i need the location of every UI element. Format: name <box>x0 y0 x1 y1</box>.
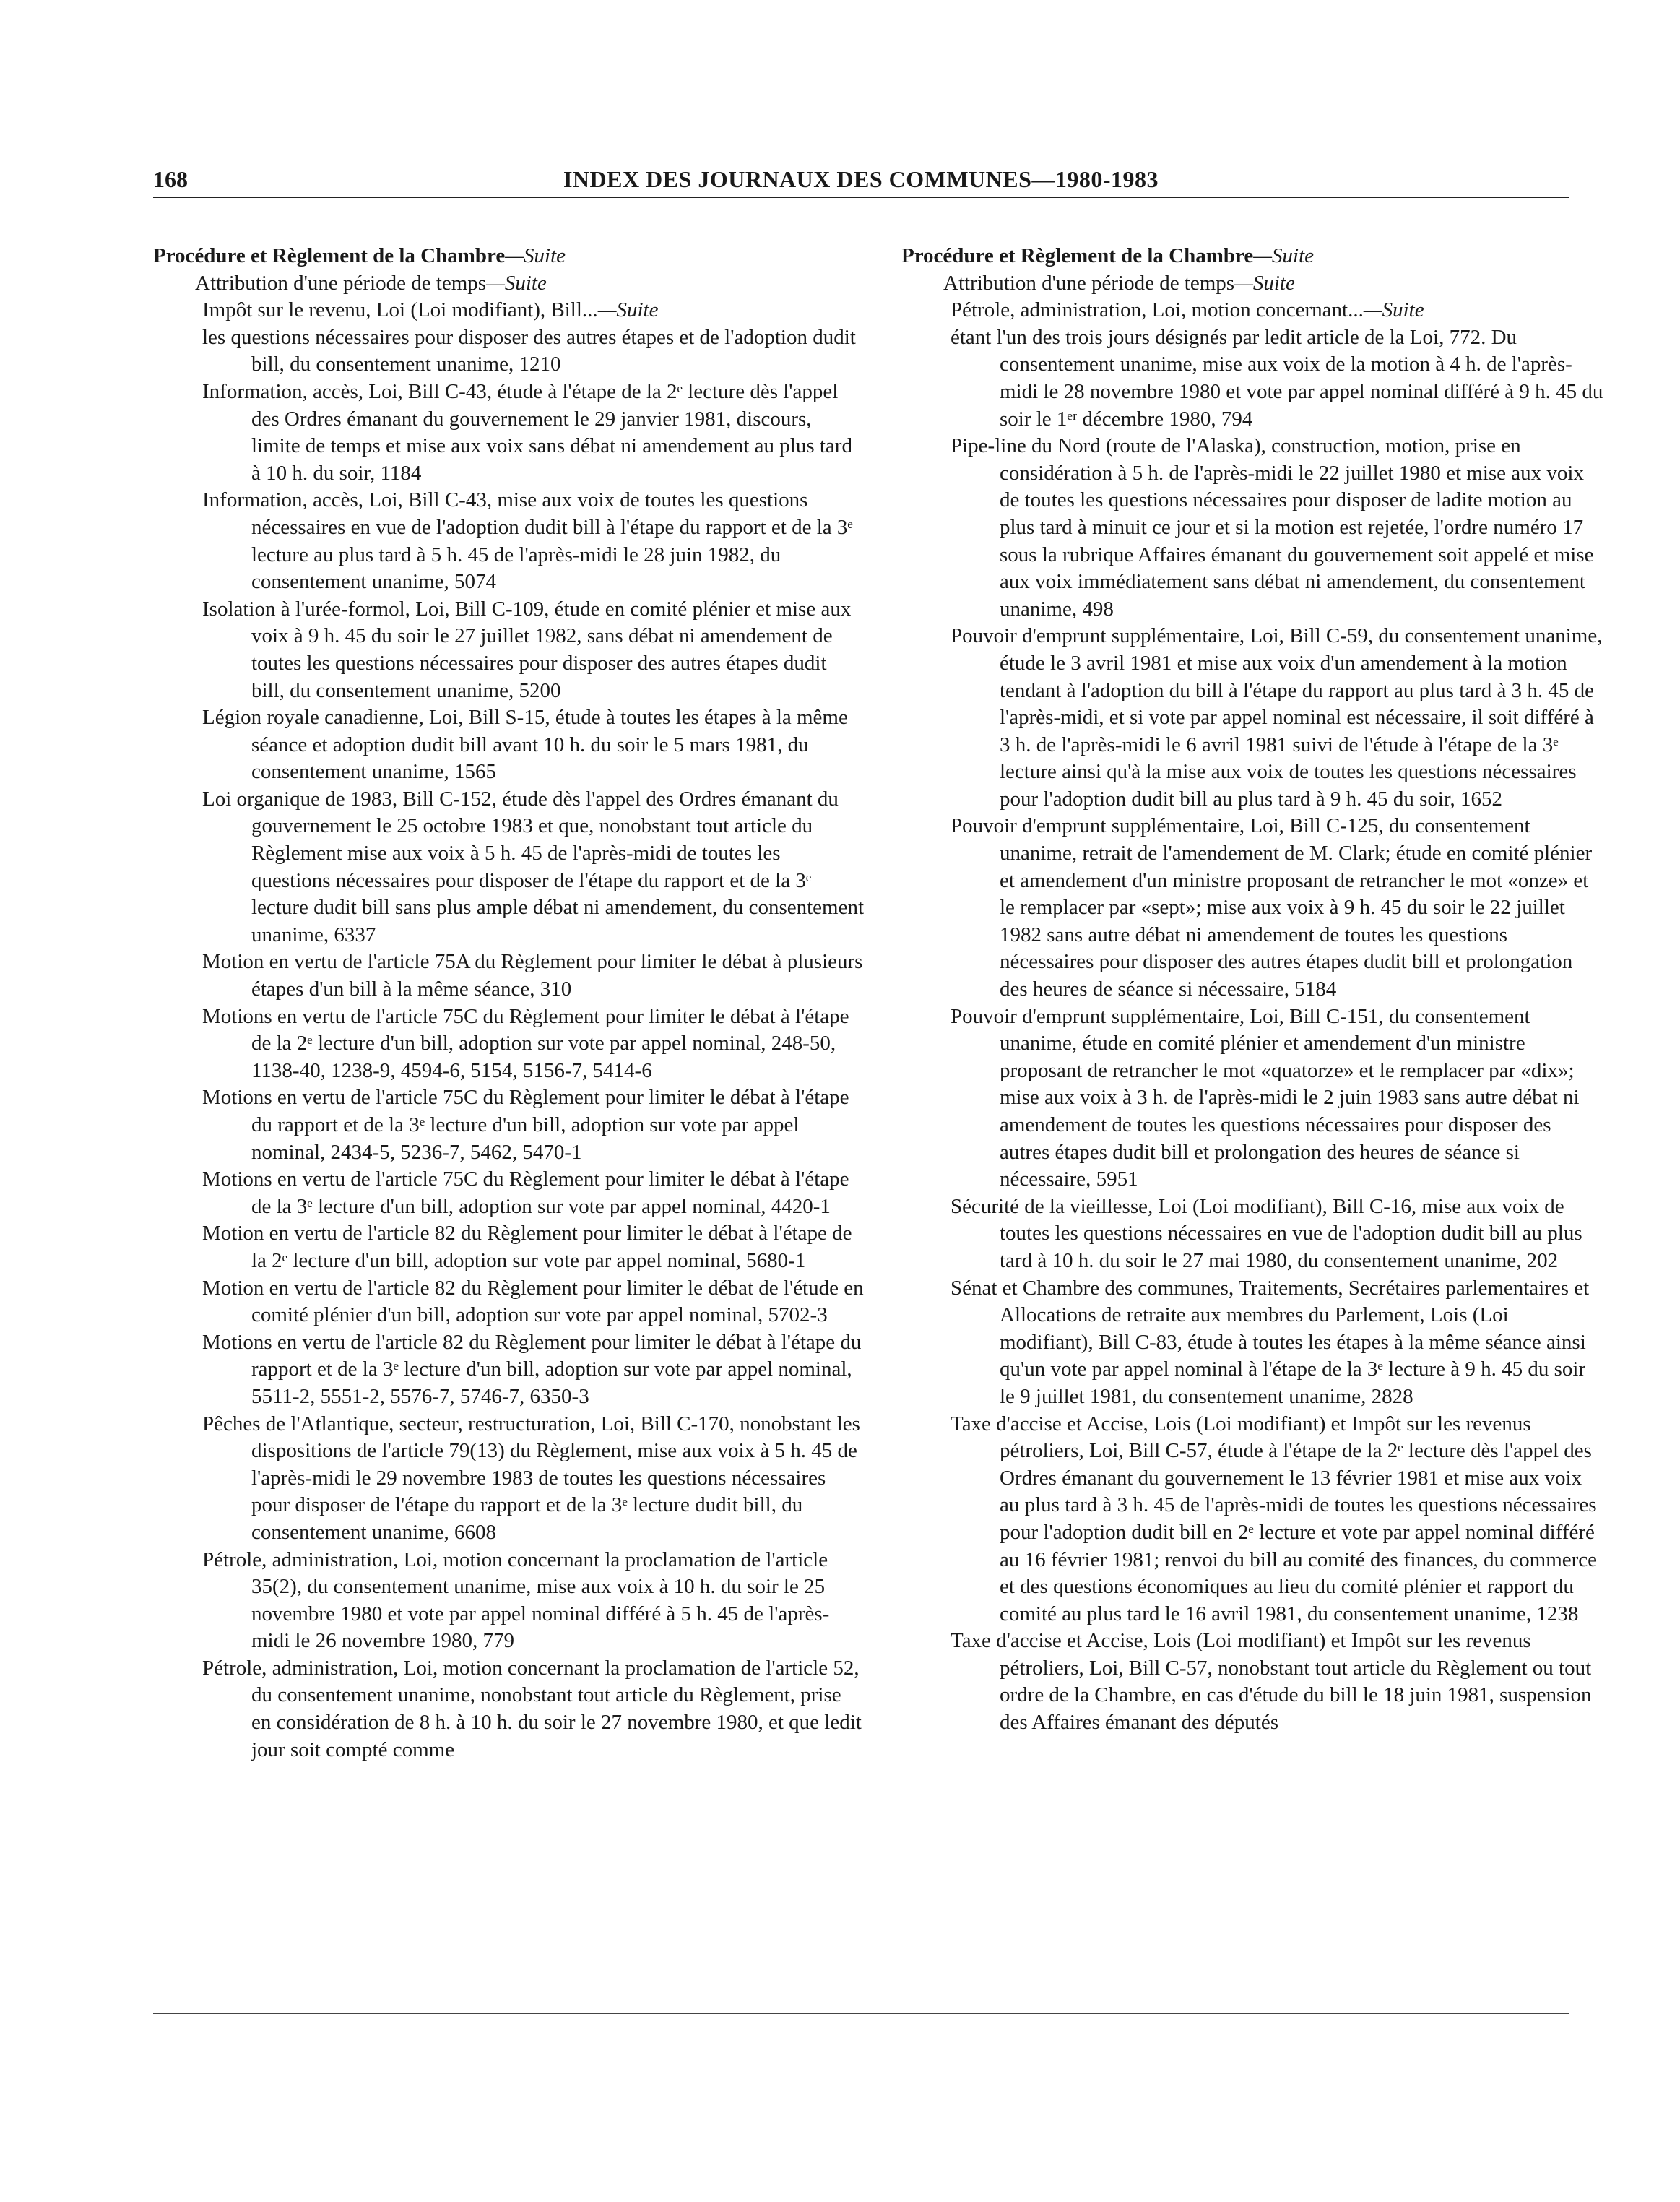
subheading-level2 <box>951 297 1606 324</box>
index-entry: Pétrole, administration, Loi, motion concernant la proclamation de l'article 52, du consentement unanime, nonobstant tout article du Règlement, prise en considération de 8 h. à 10 h. du soir le 27 novembre 1980, et que ledit jour soit compté comme <box>202 1656 862 1761</box>
index-entry: Motions en vertu de l'article 75C du Règlement pour limiter le débat à l'étape du rapport et de la 3ᵉ lecture d'un bill, adoption sur vote par appel nominal, 2434-5, 5236-7, 5462, 5470-1 <box>202 1086 849 1164</box>
subheading-suite: —Suite <box>1234 271 1295 295</box>
index-entry: Motions en vertu de l'article 82 du Règlement pour limiter le débat à l'étape du rapport et de la 3ᵉ lecture d'un bill, adoption sur vote par appel nominal, 5511-2, 5551-2, 5576-7, 5746-7, 6350-3 <box>202 1330 862 1408</box>
page-number: 168 <box>153 166 188 192</box>
subheading-text: Attribution d'une période de temps <box>195 271 487 295</box>
index-entry: Motion en vertu de l'article 82 du Règlement pour limiter le débat de l'étude en comité plénier d'un bill, adoption sur vote par appel nominal, 5702-3 <box>202 1276 864 1327</box>
index-entry: Taxe d'accise et Accise, Lois (Loi modifiant) et Impôt sur les revenus pétroliers, Loi, Bill C-57, nonobstant tout article du Règlement ou tout ordre de la Chambre, en cas d'étude du bill le 18 juin 1981, suspension des Affaires émanant des députés <box>951 1629 1592 1735</box>
index-entry: Pétrole, administration, Loi, motion concernant la proclamation de l'article 35(2), du consentement unanime, mise aux voix à 10 h. du soir le 25 novembre 1980 et vote par appel nominal différé à 5 h. 45 de l'après-midi le 26 novembre 1980, 779 <box>202 1547 830 1653</box>
right-column <box>901 243 1606 1737</box>
index-entry: les questions nécessaires pour disposer des autres étapes et de l'adoption dudit bill, du consentement unanime, 1210 <box>202 325 856 376</box>
bottom-rule <box>153 2013 1569 2014</box>
index-entry: Motions en vertu de l'article 75C du Règlement pour limiter le débat à l'étape de la 2ᵉ lecture d'un bill, adoption sur vote par appel nominal, 248-50, 1138-40, 1238-9, 4594-6, 5154, 5156-7, 5414-6 <box>202 1004 849 1082</box>
index-entry: Loi organique de 1983, Bill C-152, étude dès l'appel des Ordres émanant du gouvernement le 25 octobre 1983 et que, nonobstant tout article du Règlement mise aux voix à 5 h. 45 de l'après-midi de toutes les questions nécessaires pour disposer de l'étape du rapport et de la 3ᵉ lecture dudit bill sans plus ample débat ni amendement, du consentement unanime, 6337 <box>202 787 865 946</box>
subheading-suite: —Suite <box>486 271 547 295</box>
index-entry: étant l'un des trois jours désignés par ledit article de la Loi, 772. Du consentement unanime, mise aux voix de la motion à 4 h. de l'après-midi le 28 novembre 1980 et vote par appel nominal différé à 9 h. 45 du soir le 1ᵉʳ décembre 1980, 794 <box>951 325 1603 431</box>
running-title: INDEX DES JOURNAUX DES COMMUNES—1980-1983 <box>563 166 1159 192</box>
index-entry: Motion en vertu de l'article 75A du Règlement pour limiter le débat à plusieurs étapes d'un bill à la même séance, 310 <box>202 950 863 1001</box>
index-entry: Pipe-line du Nord (route de l'Alaska), construction, motion, prise en considération à 5 h. de l'après-midi le 22 juillet 1980 et mise aux voix de toutes les questions nécessaires pour disposer de ladite motion au plus tard à minuit ce jour et si la motion est rejetée, l'ordre numéro 17 sous la rubrique Affaires émanant du gouvernement soit appelé et mise aux voix immédiatement sans débat ni amendement, du consentement unanime, 498 <box>951 434 1594 621</box>
index-entry: Pouvoir d'emprunt supplémentaire, Loi, Bill C-125, du consentement unanime, retrait de l'amendement de M. Clark; étude en comité plénier et amendement d'un ministre proposant de retrancher le mot «onze» et le remplacer par «sept»; mise aux voix à 9 h. 45 du soir le 22 juillet 1982 sans autre débat ni amendement de toutes les questions nécessaires pour disposer des autres étapes dudit bill et prolongation des heures de séance si nécessaire, 5184 <box>951 814 1593 1001</box>
heading-suite: —Suite <box>1253 244 1315 267</box>
index-entry: Sécurité de la vieillesse, Loi (Loi modifiant), Bill C-16, mise aux voix de toutes les questions nécessaires en vue de l'adoption dudit bill au plus tard à 10 h. du soir le 27 mai 1980, du consentement unanime, 202 <box>951 1194 1582 1272</box>
index-entry: Sénat et Chambre des communes, Traitements, Secrétaires parlementaires et Allocations de retraite aux membres du Parlement, Lois (Loi modifiant), Bill C-83, étude à toutes les étapes à la même séance ainsi qu'un vote par appel nominal à l'étape de la 3ᵉ lecture à 9 h. 45 du soir le 9 juillet 1981, du consentement unanime, 2828 <box>951 1276 1590 1408</box>
index-heading <box>901 243 1606 270</box>
index-entry: Pêches de l'Atlantique, secteur, restructuration, Loi, Bill C-170, nonobstant les dispositions de l'article 79(13) du Règlement, mise aux voix à 5 h. 45 de l'après-midi le 29 novembre 1983 de toutes les questions nécessaires pour disposer de l'étape du rapport et de la 3ᵉ lecture dudit bill, du consentement unanime, 6608 <box>202 1412 860 1544</box>
page-header <box>153 165 1569 198</box>
heading-suite: —Suite <box>505 244 566 267</box>
subheading-level2 <box>202 297 865 324</box>
index-heading <box>153 243 865 270</box>
subheading-text: Impôt sur le revenu, Loi (Loi modifiant), Bill... <box>202 298 598 322</box>
index-entry: Motion en vertu de l'article 82 du Règlement pour limiter le débat à l'étape de la 2ᵉ lecture d'un bill, adoption sur vote par appel nominal, 5680-1 <box>202 1222 852 1272</box>
subheading-suite: —Suite <box>597 298 659 322</box>
subheading-text: Pétrole, administration, Loi, motion concernant... <box>951 298 1364 322</box>
index-entry: Information, accès, Loi, Bill C-43, étude à l'étape de la 2ᵉ lecture dès l'appel des Ordres émanant du gouvernement le 29 janvier 1981, discours, limite de temps et mise aux voix sans débat ni amendement au plus tard à 10 h. du soir, 1184 <box>202 379 852 485</box>
subheading-suite: —Suite <box>1363 298 1424 322</box>
heading-text: Procédure et Règlement de la Chambre <box>901 244 1254 267</box>
index-entry: Légion royale canadienne, Loi, Bill S-15, étude à toutes les étapes à la même séance et adoption dudit bill avant 10 h. du soir le 5 mars 1981, du consentement unanime, 1565 <box>202 706 848 784</box>
index-entry: Pouvoir d'emprunt supplémentaire, Loi, Bill C-151, du consentement unanime, étude en comité plénier et amendement d'un ministre proposant de retrancher le mot «quatorze» et le remplacer par «dix»; mise aux voix à 3 h. de l'après-midi le 2 juin 1983 sans autre débat ni amendement de toutes les questions nécessaires pour disposer des autres étapes dudit bill et prolongation des heures de séance si nécessaire, 5951 <box>951 1004 1580 1191</box>
subheading-text: Attribution d'une période de temps <box>943 271 1235 295</box>
heading-text: Procédure et Règlement de la Chambre <box>153 244 506 267</box>
subheading-level1 <box>195 270 865 298</box>
subheading-level1 <box>943 270 1606 298</box>
index-entry: Pouvoir d'emprunt supplémentaire, Loi, Bill C-59, du consentement unanime, étude le 3 avril 1981 et mise aux voix d'un amendement à la motion tendant à l'adoption du bill à l'étape du rapport au plus tard à 3 h. 45 de l'après-midi, et si vote par appel nominal est nécessaire, il soit différé à 3 h. de l'après-midi le 6 avril 1981 suivi de l'étude à l'étape de la 3ᵉ lecture ainsi qu'à la mise aux voix de toutes les questions nécessaires pour l'adoption dudit bill au plus tard à 9 h. 45 du soir, 1652 <box>951 624 1603 811</box>
index-entry: Isolation à l'urée-formol, Loi, Bill C-109, étude en comité plénier et mise aux voix à 9 h. 45 du soir le 27 juillet 1982, sans débat ni amendement de toutes les questions nécessaires pour disposer des autres étapes dudit bill, du consentement unanime, 5200 <box>202 597 852 702</box>
left-column <box>153 243 865 1763</box>
index-entry: Motions en vertu de l'article 75C du Règlement pour limiter le débat à l'étape de la 3ᵉ lecture d'un bill, adoption sur vote par appel nominal, 4420-1 <box>202 1167 849 1218</box>
index-entry: Information, accès, Loi, Bill C-43, mise aux voix de toutes les questions nécessaires en vue de l'adoption dudit bill à l'étape du rapport et de la 3ᵉ lecture au plus tard à 5 h. 45 de l'après-midi le 28 juin 1982, du consentement unanime, 5074 <box>202 488 853 594</box>
index-entry: Taxe d'accise et Accise, Lois (Loi modifiant) et Impôt sur les revenus pétroliers, Loi, Bill C-57, étude à l'étape de la 2ᵉ lecture dès l'appel des Ordres émanant du gouvernement le 13 février 1981 et mise aux voix au plus tard à 3 h. 45 de l'après-midi de toutes les questions nécessaires pour l'adoption dudit bill en 2ᵉ lecture et vote par appel nominal différé au 16 février 1981; renvoi du bill au comité des finances, du commerce et des questions économiques au lieu du comité plénier et rapport du comité au plus tard le 16 avril 1981, du consentement unanime, 1238 <box>951 1412 1598 1625</box>
